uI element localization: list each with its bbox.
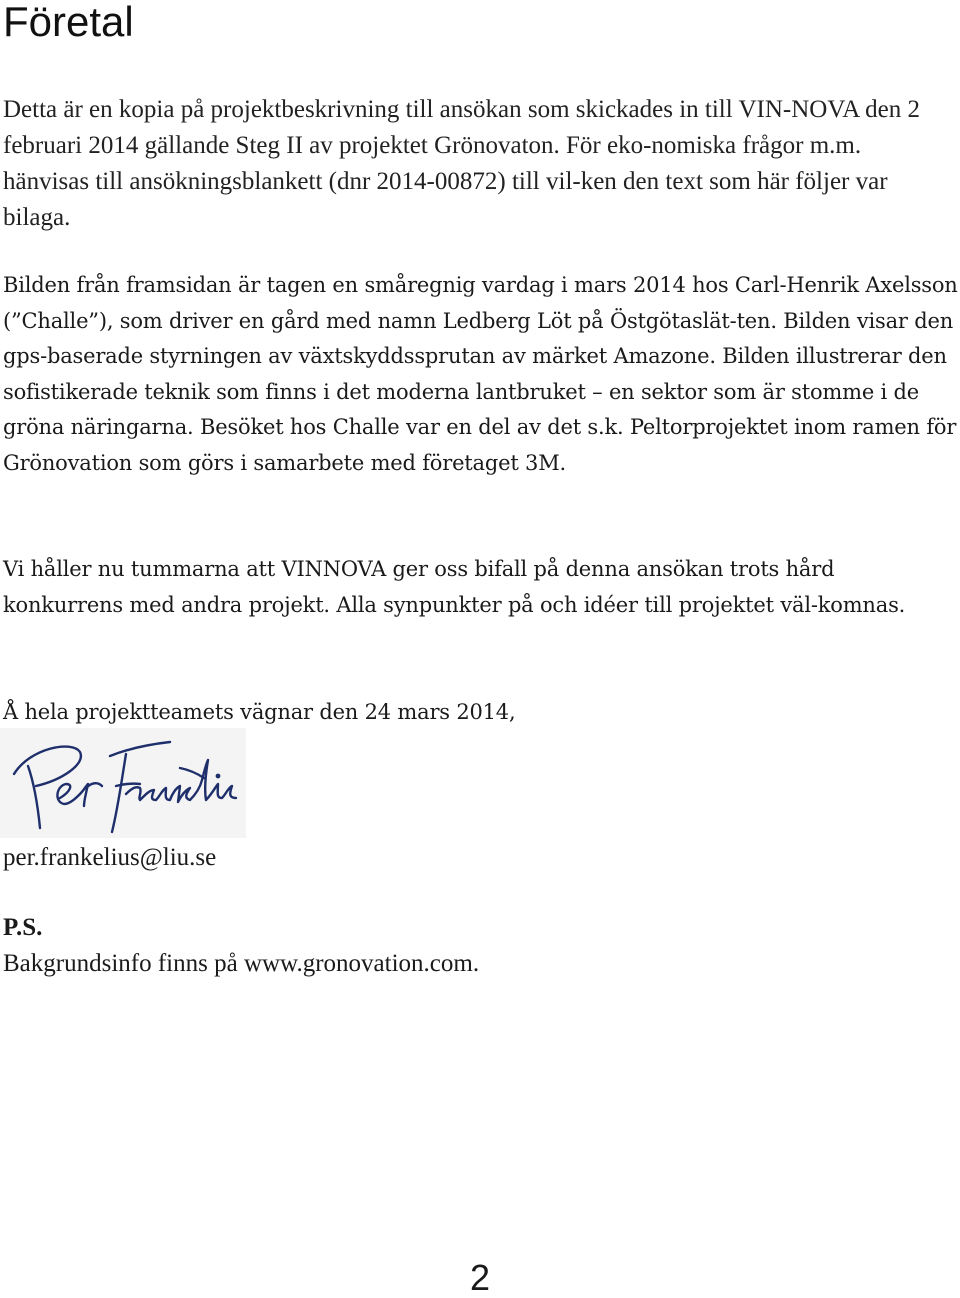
ps-text: Bakgrundsinfo finns på www.gronovation.com. bbox=[3, 950, 480, 977]
hope-paragraph: Vi håller nu tummarna att VINNOVA ger oss bifall på denna ansökan trots hård konkurrens med andra projekt. Alla synpunkter på och idéer till projektet väl-komnas. bbox=[3, 557, 906, 617]
email-address: per.frankelius@liu.se bbox=[3, 844, 217, 871]
page-title: Företal bbox=[3, 0, 134, 45]
page-number: 2 bbox=[470, 1257, 491, 1298]
ps-label: P.S. bbox=[3, 914, 43, 941]
photo-paragraph: Bilden från framsidan är tagen en småregnig vardag i mars 2014 hos Carl-Henrik Axelsson (”Challe”), som driver en gård med namn Ledberg Löt på Östgötaslät-ten. Bilden visar den gps-baserade styrningen av växtskyddssprutan av märket Amazone. Bilden illustrerar den sofistikerade teknik som finns i det moderna lantbruket – en sektor som är stomme i de gröna näringarna. Besöket hos Challe var en del av det s.k. Peltorprojektet inom ramen för Grönovation som görs i samarbete med företaget 3M. bbox=[3, 273, 958, 475]
intro-paragraph: Detta är en kopia på projektbeskrivning till ansökan som skickades in till VIN-NOVA den 2 februari 2014 gällande Steg II av projektet Grönovaton. För eko-nomiska frågor m.m. hänvisas till ansökningsblankett (dnr 2014-00872) till vil-ken den text som här följer var bilaga. bbox=[3, 96, 920, 231]
handwritten-signature bbox=[0, 728, 246, 838]
sign-off-line: Å hela projektteamets vägnar den 24 mars 2014, bbox=[3, 700, 516, 724]
signature-image bbox=[0, 728, 246, 838]
